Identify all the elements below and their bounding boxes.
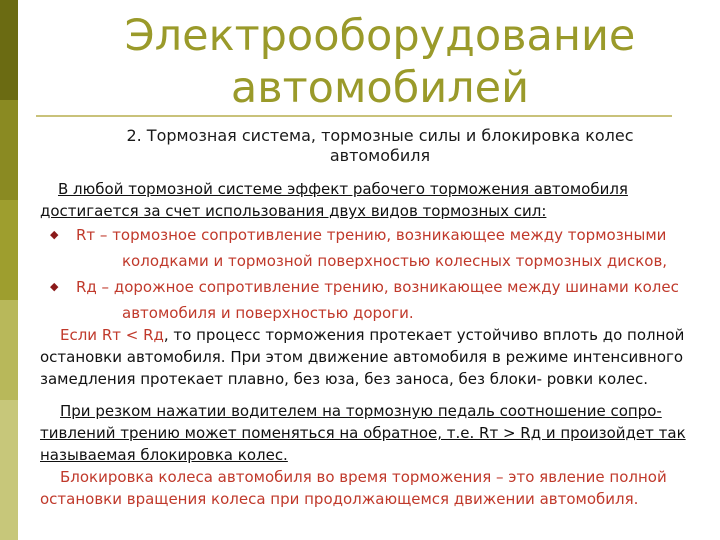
slide-subtitle: 2. Тормозная система, тормозные силы и блокировка колес автомобиля (126, 126, 634, 165)
intro-text: В любой тормозной системе эффект рабочего торможения автомобиля достигается за счет использования двух видов тормозных сил: (40, 180, 628, 220)
bullet-icon: ◆ (50, 281, 59, 293)
sidebar-block (0, 0, 18, 100)
slide-title: Электрооборудование автомобилей (124, 11, 636, 113)
paragraph-wheel-lock-definition (40, 466, 712, 510)
bullet-item-rt (76, 222, 716, 274)
bullet-line: Rт – тормозное сопротивление трению, возникающее между тормозными (76, 226, 667, 244)
paragraph-text: Блокировка колеса автомобиля во время торможения – это явление полной остановки вращения колеса при продолжающемся движении автомобиля. (40, 468, 667, 508)
bullet-item-rd (76, 274, 716, 326)
intro-paragraph (40, 178, 712, 222)
bullet-line: Rд – дорожное сопротивление трению, возникающее между шинами колес (76, 278, 679, 296)
paragraph-sudden-braking (40, 400, 712, 466)
paragraph-text: При резком нажатии водителем на тормозную педаль соотношение сопро- тивлений трению может поменяться на обратное, т.е. Rт > Rд и произойдет так называемая блокировка колес. (40, 402, 686, 464)
title-divider (36, 115, 672, 117)
bullet-line: автомобиля и поверхностью дороги. (122, 304, 414, 322)
paragraph-stable-braking (40, 324, 712, 390)
bullet-icon: ◆ (50, 229, 59, 241)
bullet-line: колодками и тормозной поверхностью колесных тормозных дисков, (122, 252, 668, 270)
decorative-sidebar (0, 0, 18, 540)
sidebar-block (0, 200, 18, 300)
sidebar-block (0, 400, 18, 540)
sidebar-block (0, 100, 18, 200)
condition-text: Если Rт < Rд (60, 326, 164, 344)
paragraph-text: , то процесс торможения протекает устойчиво вплоть до полной остановки автомобиля. При этом движение автомобиля в режиме интенсивного замедления протекает плавно, без юза, без заноса, без блоки- ровки колес. (40, 326, 685, 388)
sidebar-block (0, 300, 18, 400)
